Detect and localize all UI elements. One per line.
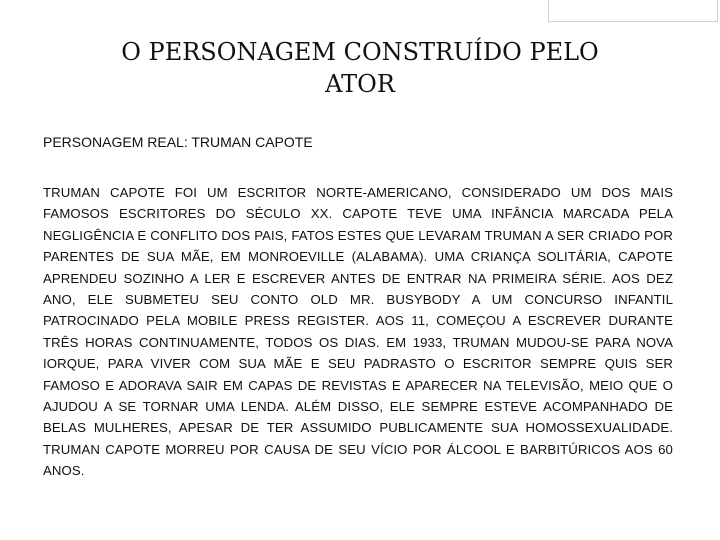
slide-title-line-1: O PERSONAGEM CONSTRUÍDO PELO	[121, 38, 599, 66]
slide-body-text: TRUMAN CAPOTE FOI UM ESCRITOR NORTE-AMERICANO, CONSIDERADO UM DOS MAIS FAMOSOS ESCRITORES DO SÉCULO XX. CAPOTE TEVE UMA INFÂNCIA MARCADA PELA NEGLIGÊNCIA E CONFLITO DOS PAIS, FATOS ESTES QUE LEVARAM TRUMAN A SER CRIADO POR PARENTES DE SUA MÃE, EM MONROEVILLE (ALABAMA). UMA CRIANÇA SOLITÁRIA, CAPOTE APRENDEU SOZINHO A LER E ESCREVER ANTES DE ENTRAR NA PRIMEIRA SÉRIE. AOS DEZ ANO, ELE SUBMETEU SEU CONTO OLD MR. BUSYBODY A UM CONCURSO INFANTIL PATROCINADO PELA MOBILE PRESS REGISTER. AOS 11, COMEÇOU A ESCREVER DURANTE TRÊS HORAS CONTINUAMENTE, TODOS OS DIAS. EM 1933, TRUMAN MUDOU-SE PARA NOVA IORQUE, PARA VIVER COM SUA MÃE E SEU PADRASTO O ESCRITOR SEMPRE QUIS SER FAMOSO E ADORAVA SAIR EM CAPAS DE REVISTAS E APARECER NA TELEVISÃO, MEIO QUE O AJUDOU A SE TORNAR UMA LENDA. ALÉM DISSO, ELE SEMPRE ESTEVE ACOMPANHADO DE BELAS MULHERES, APESAR DE TER ASSUMIDO PUBLICAMENTE SUA HOMOSSEXUALIDADE. TRUMAN CAPOTE MORREU POR CAUSA DE SEU VÍCIO POR ÁLCOOL E BARBITÚRICOS AOS 60 ANOS.	[43, 185, 673, 479]
corner-placeholder-box	[548, 0, 718, 22]
slide-subtitle: PERSONAGEM REAL: TRUMAN CAPOTE	[43, 134, 313, 150]
slide-title-line-2: ATOR	[325, 70, 395, 98]
slide-title	[0, 36, 720, 100]
